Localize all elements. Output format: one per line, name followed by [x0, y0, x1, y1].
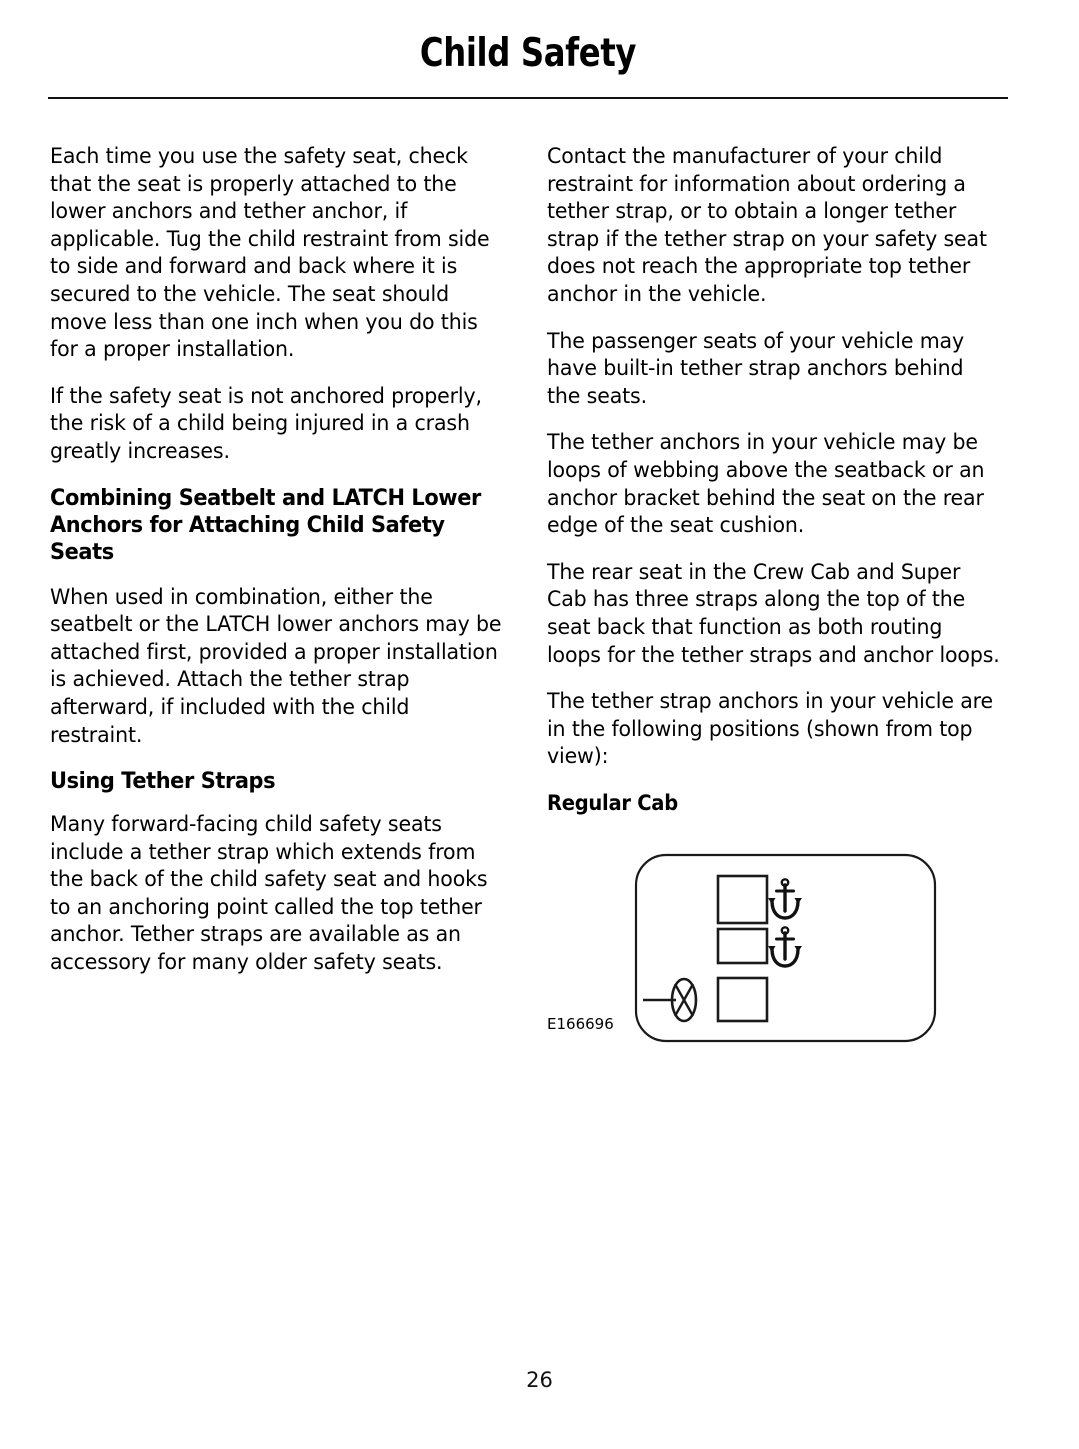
- header-divider: [48, 97, 1008, 99]
- page-header: [48, 31, 1008, 99]
- seat-top-icon: [718, 876, 767, 923]
- page-title: Child Safety: [419, 31, 637, 76]
- page-footer: [0, 1368, 1079, 1392]
- regular-cab-top-view-svg: [633, 843, 943, 1043]
- paragraph-contact-manufacturer: Contact the manufacturer of your child restraint for information about ordering a tether strap, or to obtain a longer tether strap if the tether strap on your safety seat does not reach the appropriate top tether anchor in the vehicle.: [547, 144, 987, 307]
- left-column: [50, 143, 505, 996]
- anchor-top-icon: [768, 879, 802, 918]
- page-number: 26: [526, 1368, 553, 1392]
- paragraph-combination-use: When used in combination, either the seatbelt or the LATCH lower anchors may be attached first, provided a proper installation is achieved. Attach the tether strap afterward, if included with the child restraint.: [50, 584, 502, 748]
- heading-using-tether-straps: Using Tether Straps: [50, 768, 276, 795]
- figure-regular-cab-diagram: [547, 830, 1002, 1045]
- anchor-middle-icon: [768, 927, 802, 966]
- paragraph-check-seat: Each time you use the safety seat, check that the seat is properly attached to the lower anchors and tether anchor, if applicable. Tug the child restraint from side to side and forward and back where it is secured to the vehicle. The seat should move less than one inch when you do this for a proper installation.: [50, 144, 490, 363]
- heading-combining-seatbelt-latch: Combining Seatbelt and LATCH Lower Anchors for Attaching Child Safety Seats: [50, 484, 481, 565]
- seat-middle-icon: [718, 929, 767, 963]
- paragraph-anchor-positions: The tether strap anchors in your vehicle are in the following positions (shown from top view):: [547, 689, 994, 770]
- subheading-regular-cab: Regular Cab: [547, 790, 678, 815]
- paragraph-tether-anchors-location: The tether anchors in your vehicle may be loops of webbing above the seatback or an anchor bracket behind the seat on the rear edge of the seat cushion.: [547, 430, 985, 539]
- paragraph-passenger-seats: The passenger seats of your vehicle may have built-in tether strap anchors behind the seats.: [547, 328, 965, 409]
- figure-caption: E166696: [547, 1014, 614, 1033]
- paragraph-rear-seat-straps: The rear seat in the Crew Cab and Super Cab has three straps along the top of the seat back that function as both routing loops for the tether straps and anchor loops.: [547, 559, 1000, 668]
- paragraph-risk-warning: If the safety seat is not anchored properly, the risk of a child being injured in a crash greatly increases.: [50, 383, 482, 464]
- right-column: [547, 143, 1002, 1045]
- paragraph-tether-strap-info: Many forward-facing child safety seats include a tether strap which extends from the back of the child safety seat and hooks to an anchoring point called the top tether anchor. Tether straps are available as an accessory for many older safety seats.: [50, 812, 488, 976]
- steering-wheel-icon: [643, 979, 696, 1021]
- seat-bottom-icon: [718, 978, 767, 1021]
